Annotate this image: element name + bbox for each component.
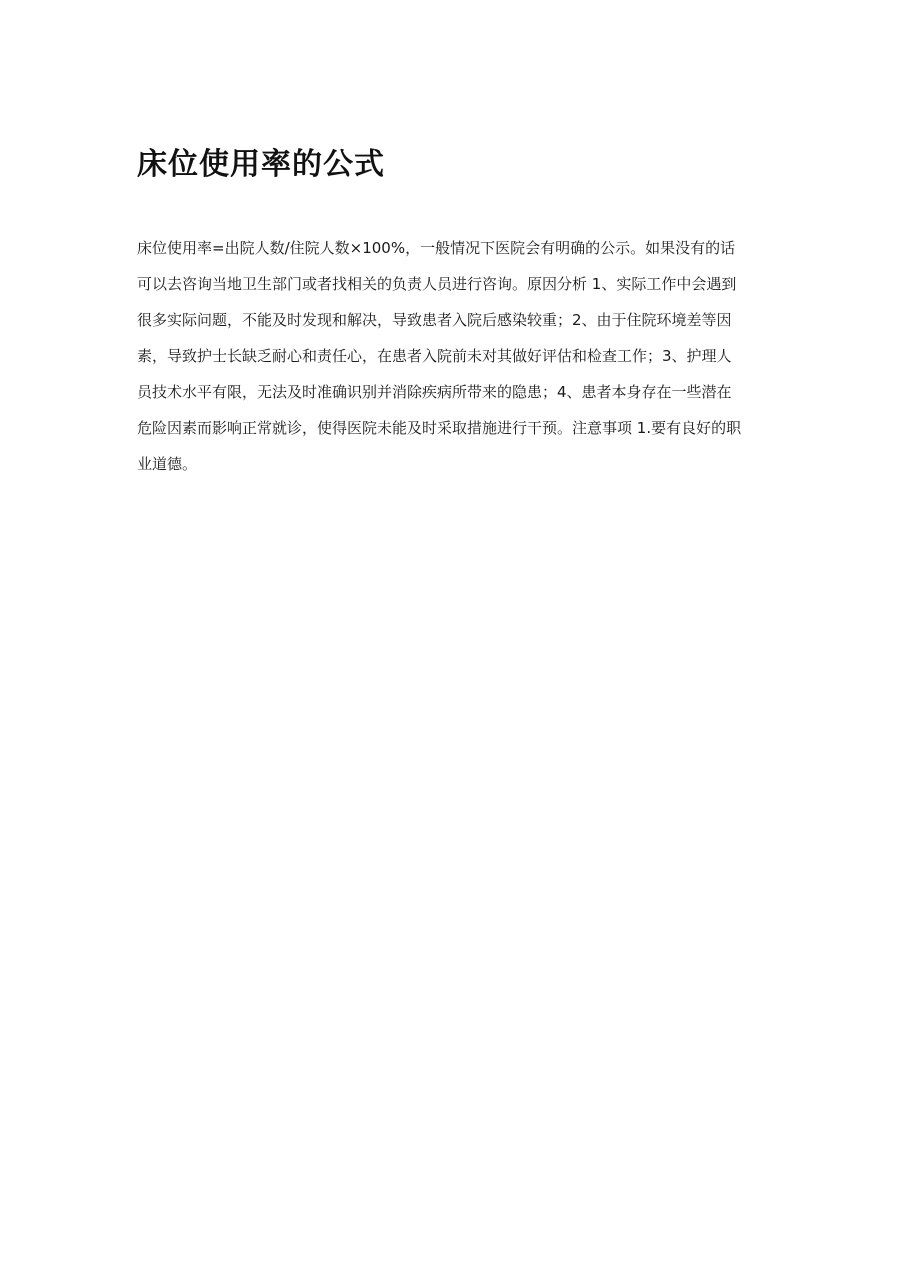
body-line: 素，导致护士长缺乏耐心和责任心，在患者入院前未对其做好评估和检查工作；3、护理人 [137, 347, 732, 365]
body-line: 业道德。 [137, 455, 198, 473]
document-body [137, 230, 777, 482]
body-line: 危险因素而影响正常就诊，使得医院未能及时采取措施进行干预。注意事项 1.要有良好的职 [137, 419, 742, 437]
body-line: 可以去咨询当地卫生部门或者找相关的负责人员进行咨询。原因分析 1、实际工作中会遇到 [137, 275, 737, 293]
body-line: 床位使用率=出院人数/住院人数×100%，一般情况下医院会有明确的公示。如果没有的话 [137, 239, 736, 257]
body-line: 员技术水平有限，无法及时准确识别并消除疾病所带来的隐患；4、患者本身存在一些潜在 [137, 383, 732, 401]
document-title: 床位使用率的公式 [137, 147, 385, 182]
body-line: 很多实际问题，不能及时发现和解决，导致患者入院后感染较重；2、由于住院环境差等因 [137, 311, 732, 329]
